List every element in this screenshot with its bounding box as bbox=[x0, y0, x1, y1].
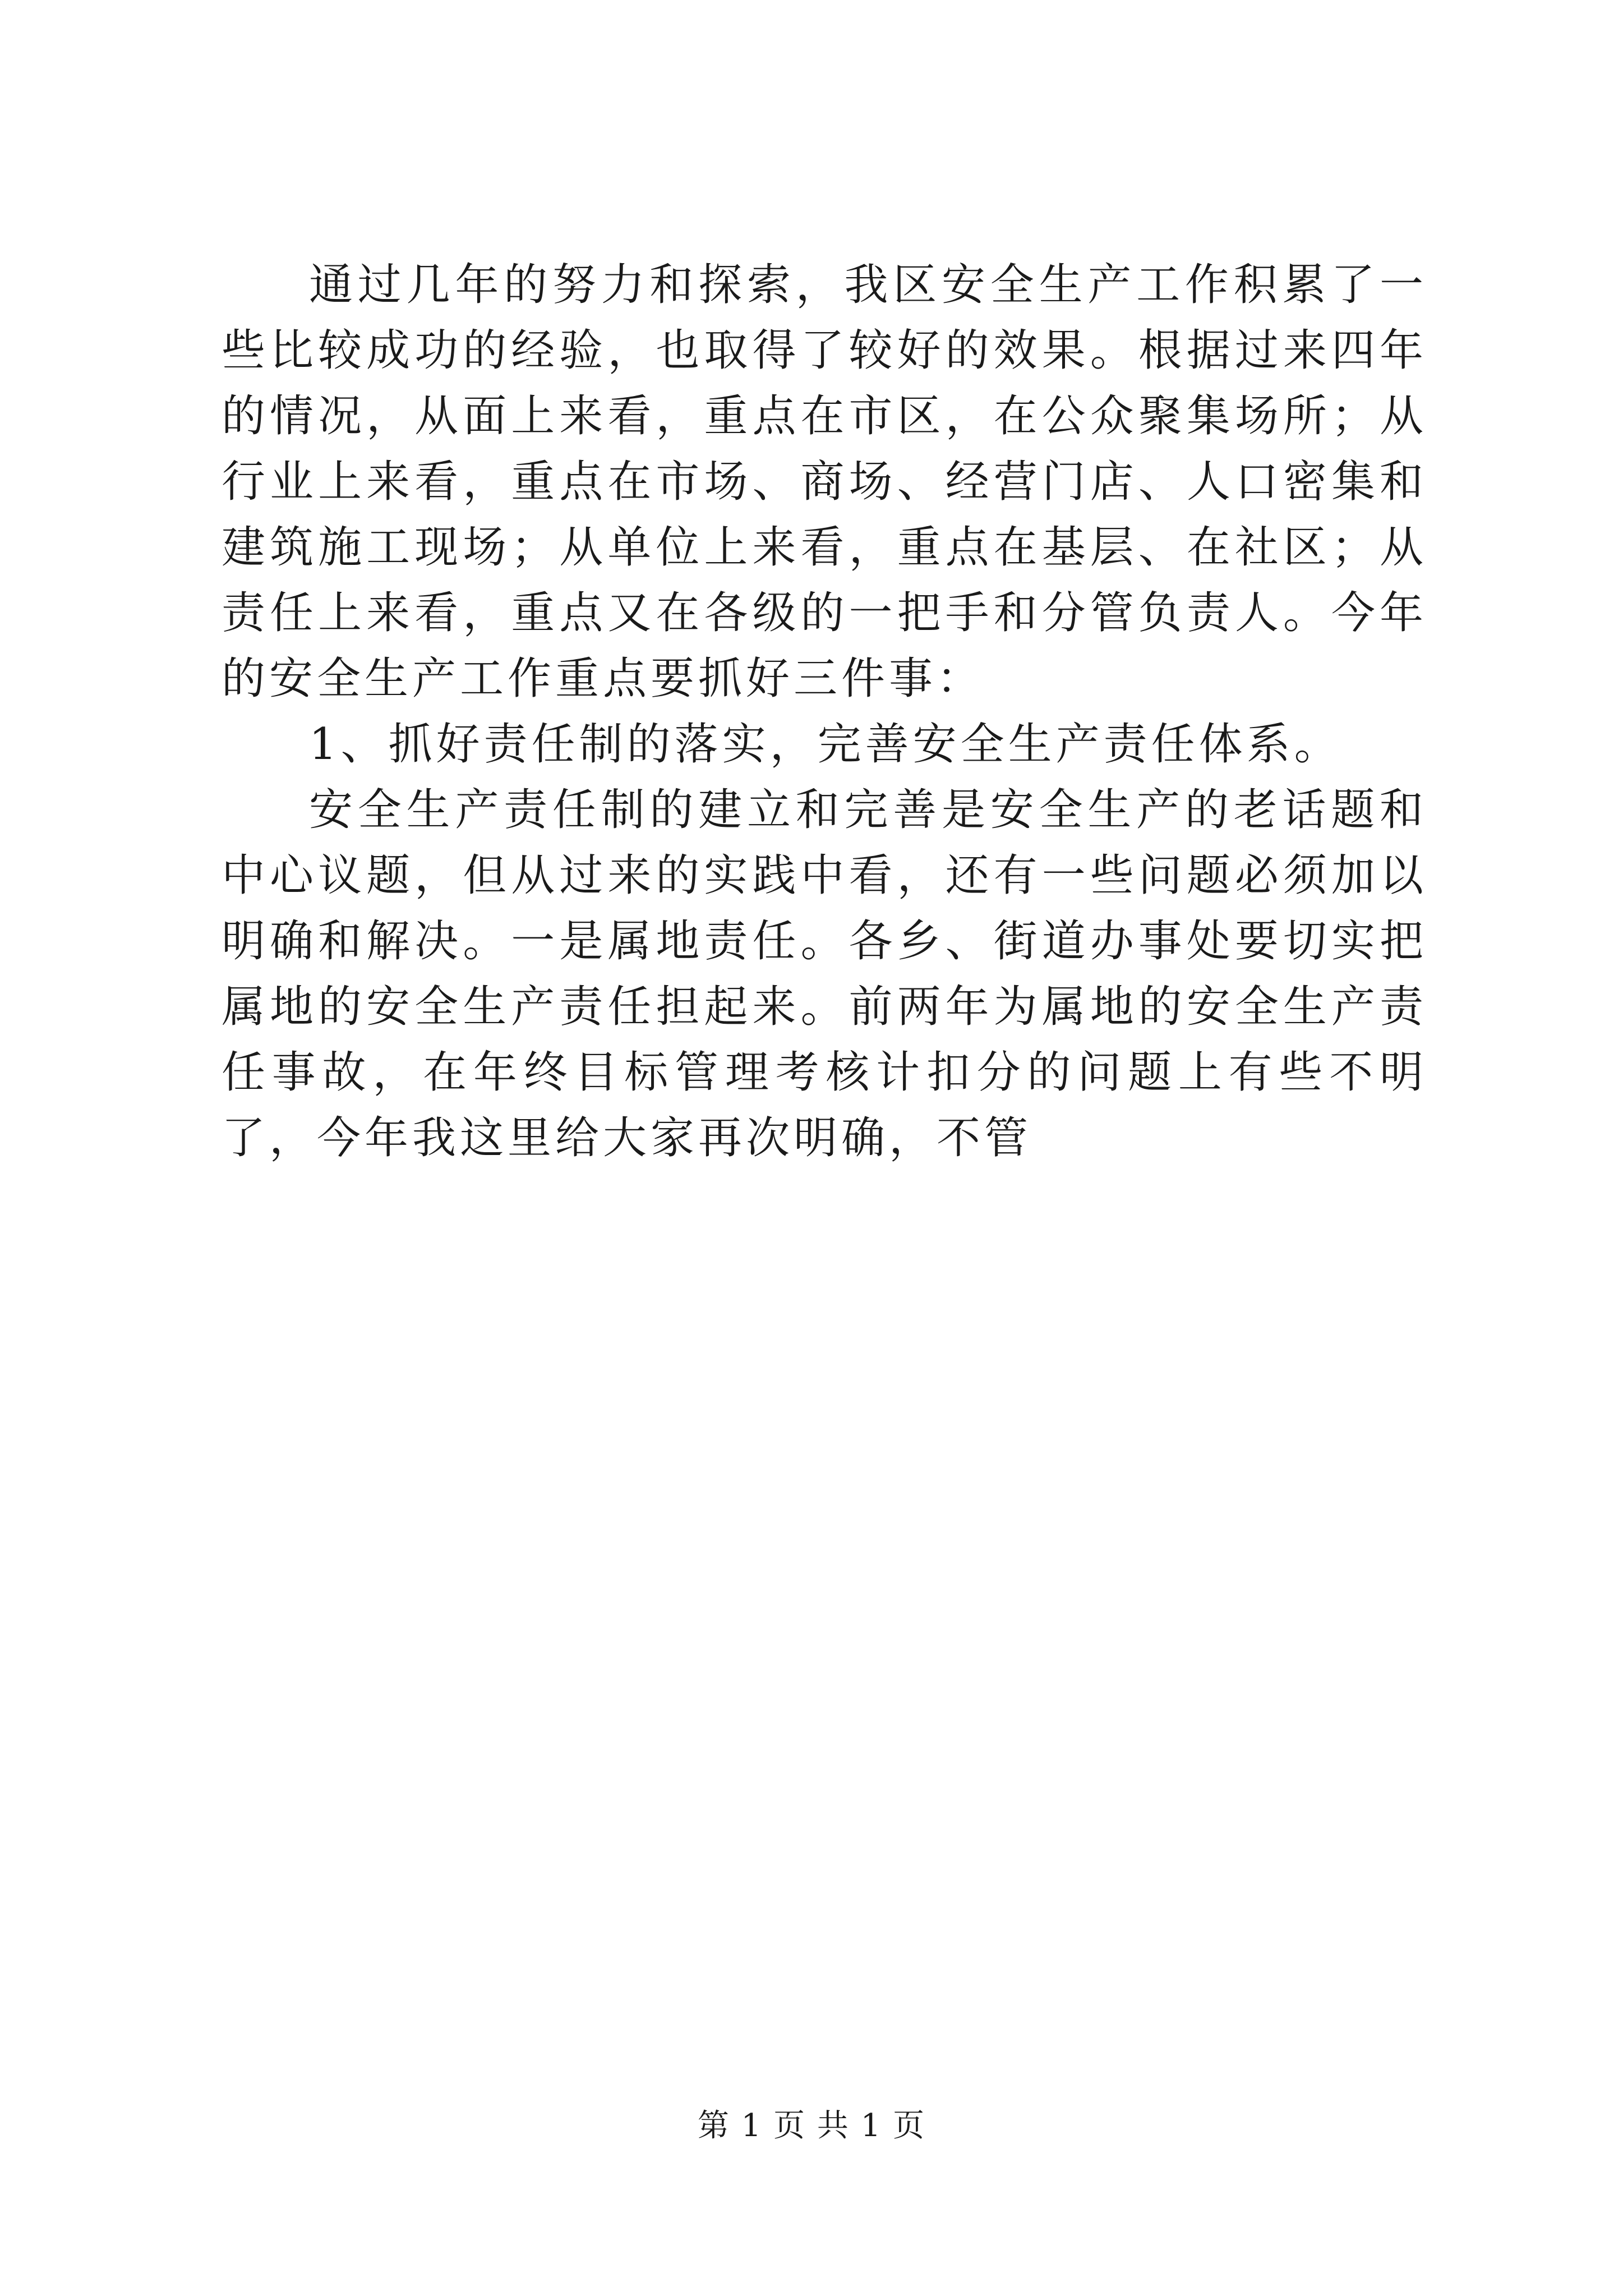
document-body bbox=[222, 252, 1427, 1171]
paragraph-intro: 通过几年的努力和探索，我区安全生产工作积累了一些比较成功的经验，也取得了较好的效果。根据过来四年的情况，从面上来看，重点在市区，在公众聚集场所；从行业上来看，重点在市场、商场、经营门店、人口密集和建筑施工现场；从单位上来看，重点在基层、在社区；从责任上来看，重点又在各级的一把手和分管负责人。今年的安全生产工作重点要抓好三件事： bbox=[222, 260, 1427, 704]
paragraph-heading-item-1: 1、抓好责任制的落实，完善安全生产责任体系。 bbox=[309, 719, 1342, 770]
paragraph-responsibility: 安全生产责任制的建立和完善是安全生产的老话题和中心议题，但从过来的实践中看，还有一些问题必须加以明确和解决。一是属地责任。各乡、街道办事处要切实把属地的安全生产责任担起来。前两年为属地的安全生产责任事故，在年终目标管理考核计扣分的问题上有些不明了，今年我这里给大家再次明确，不管 bbox=[222, 785, 1427, 1163]
page-number-footer: 第 1 页 共 1 页 bbox=[697, 2108, 926, 2144]
